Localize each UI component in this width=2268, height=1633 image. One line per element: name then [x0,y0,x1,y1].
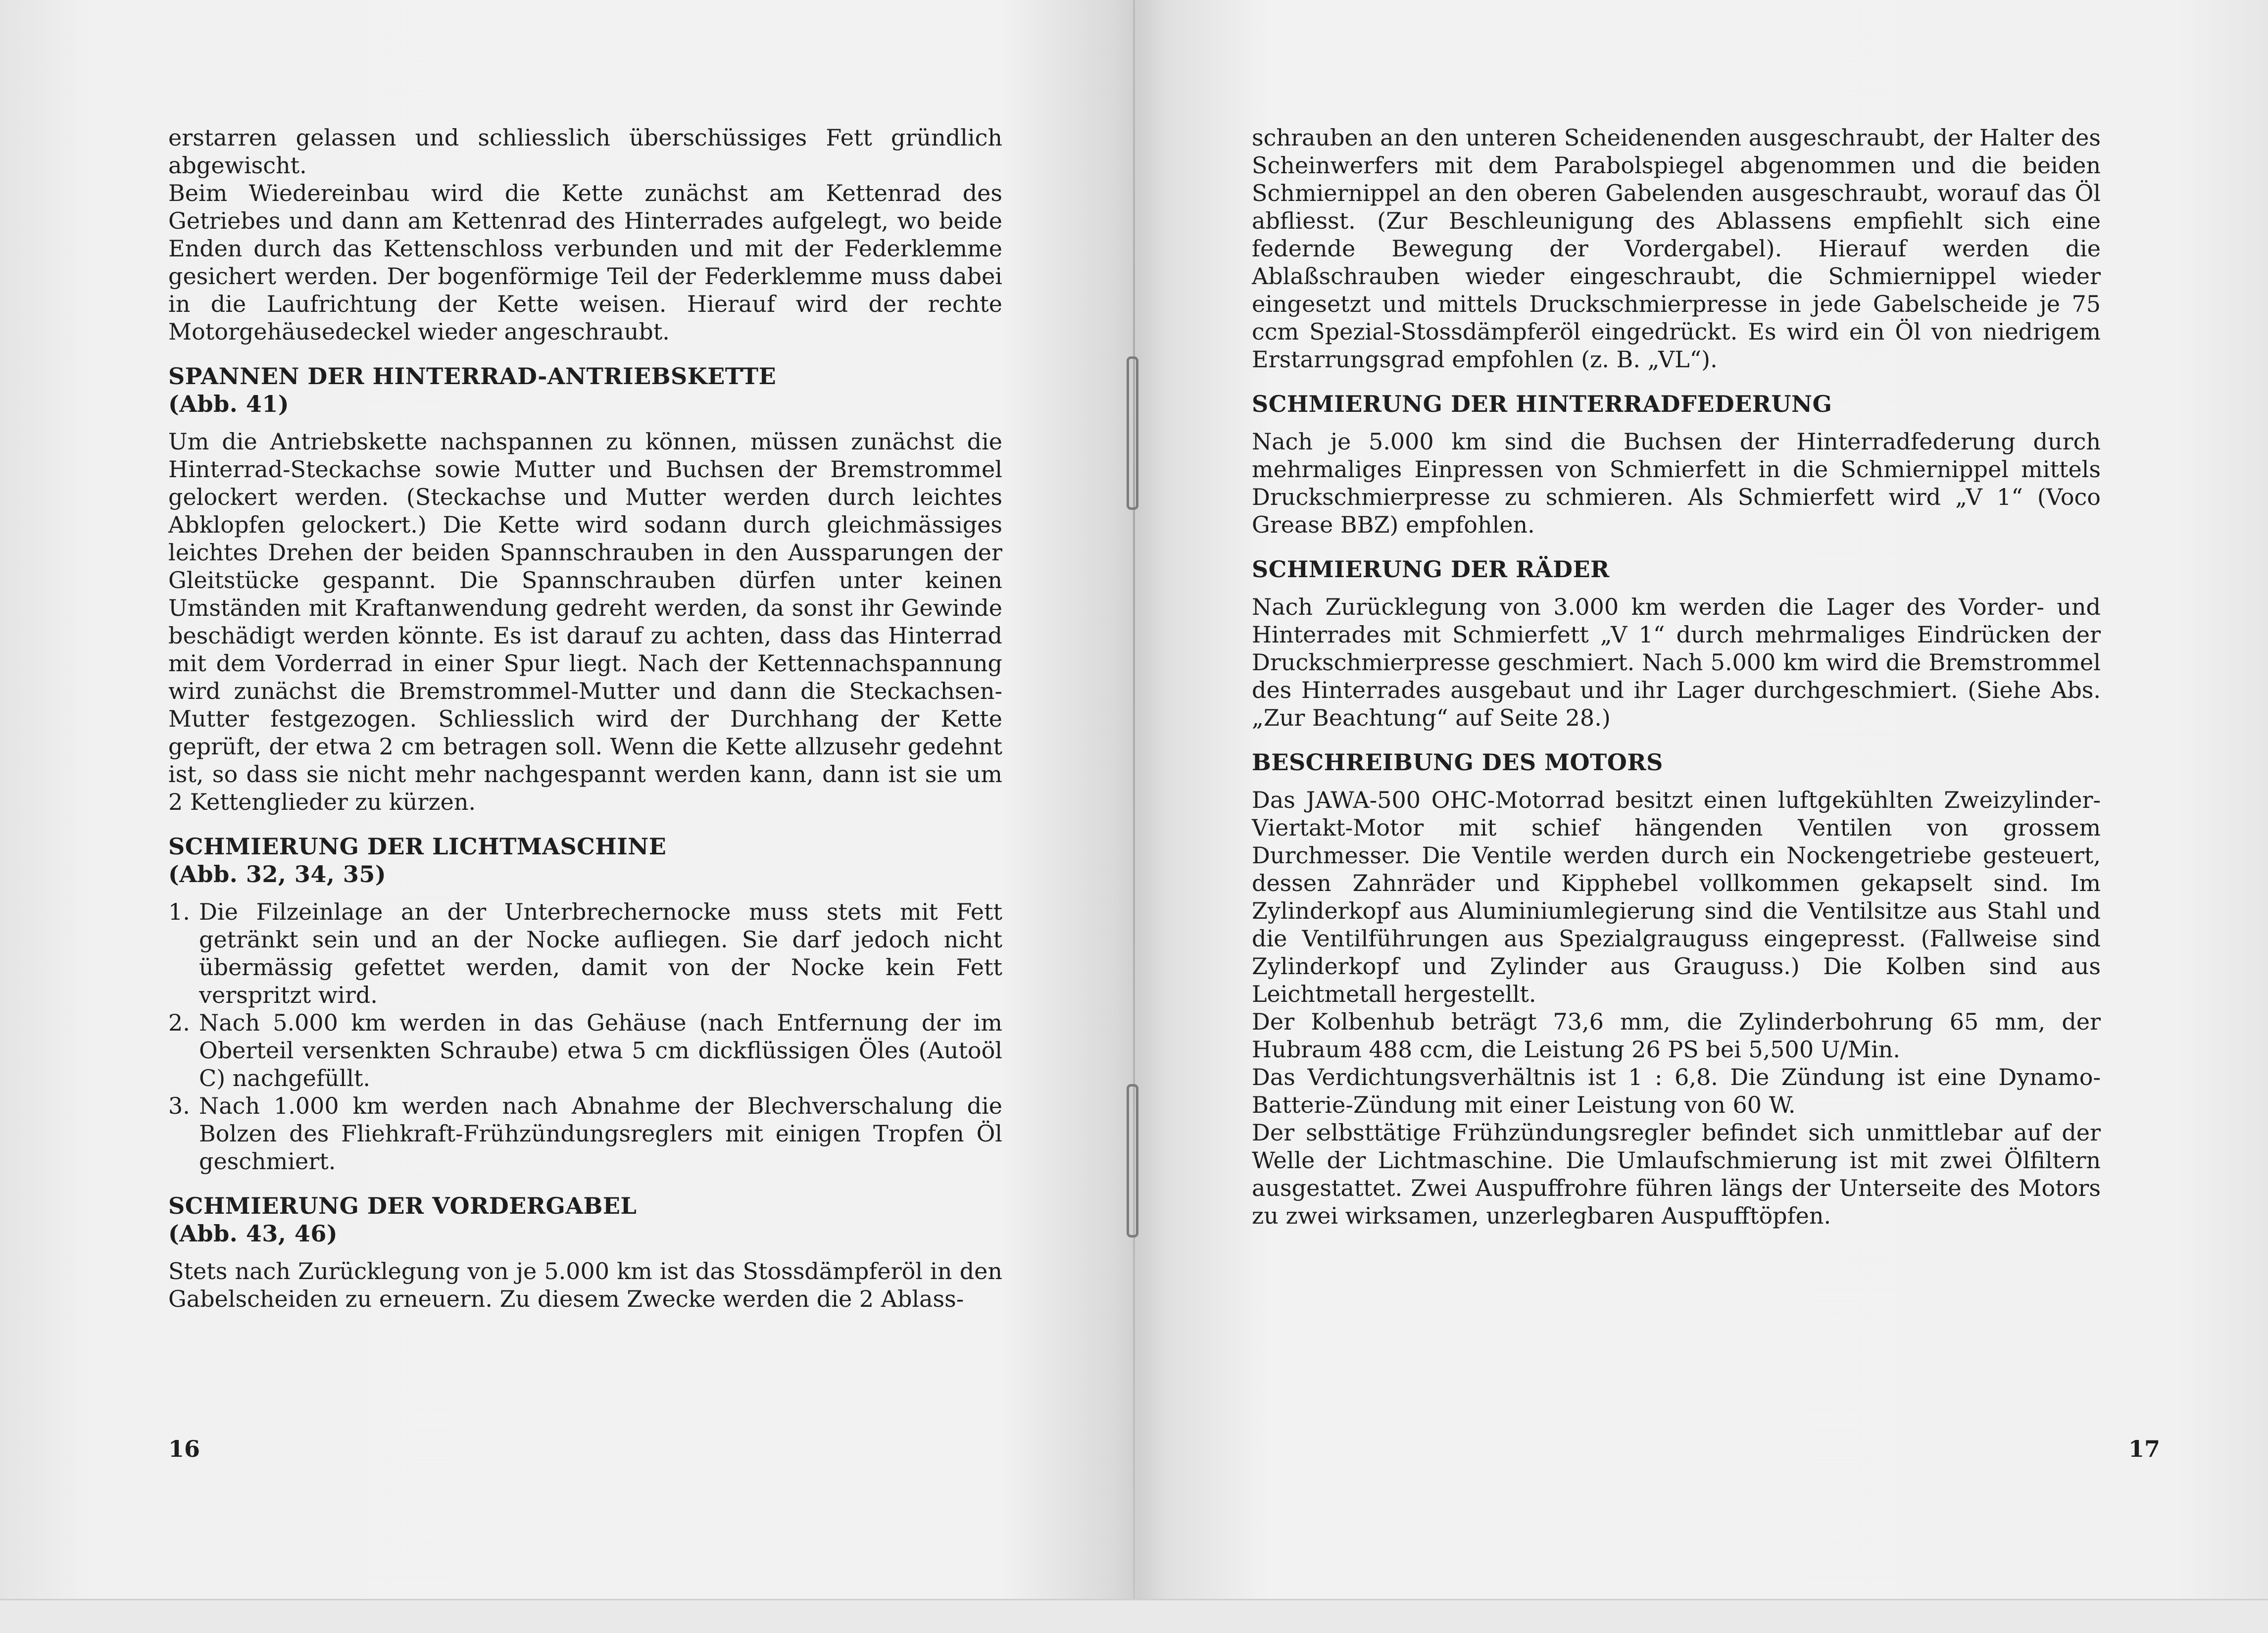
section-heading: BESCHREIBUNG DES MOTORS [1252,749,1663,776]
paragraph: Nach Zurücklegung von 3.000 km werden die Lager des Vorder- und Hinterrades mit Schmierfett „V 1“ durch mehrmaliges Eindrücken der Druckschmierpresse geschmiert. Nach 5.000 km wird die Bremstrommel des Hinterrades ausgebaut und ihr Lager durchgeschmiert. (Siehe Abs. „Zur Beachtung“ auf Seite 28.) [1252,594,2101,731]
page-number: 17 [2128,1435,2160,1462]
section-heading: SCHMIERUNG DER RÄDER [1252,556,1610,583]
list-number: 3. [168,1092,190,1119]
heading-text: SPANNEN DER HINTERRAD-ANTRIEBSKETTE [168,363,777,390]
list-item [168,1092,1002,1175]
paragraph: Stets nach Zurücklegung von je 5.000 km ist das Stossdämpferöl in den Gabelscheiden zu erneuern. Zu diesem Zwecke werden die 2 Ablass- [168,1258,1002,1312]
right-page [1135,0,2268,1599]
right-text-column [1252,124,2101,1238]
figure-reference: (Abb. 32, 34, 35) [168,861,387,888]
paragraph: Beim Wiedereinbau wird die Kette zunächst am Kettenrad des Getriebes und dann am Kettenrad des Hinterrades aufgelegt, wo beide Enden durch das Kettenschloss verbunden und mit der Federklemme gesichert werden. Der bogenförmige Teil der Federklemme muss dabei in die Laufrichtung der Kette weisen. Hierauf wird der rechte Motorgehäusedeckel wieder angeschraubt. [168,180,1002,345]
list-text: Nach 1.000 km werden nach Abnahme der Blechverschalung die Bolzen des Fliehkraft-Frühzündungsreglers mit einigen Tropfen Öl geschmiert. [199,1092,1002,1175]
section-heading [168,362,1002,418]
list-text: Die Filzeinlage an der Unterbrechernocke muss stets mit Fett getränkt sein und an der Nocke aufliegen. Sie darf jedoch nicht übermässig gefettet werden, damit von der Nocke kein Fett verspritzt wird. [199,898,1002,1008]
figure-reference: (Abb. 43, 46) [168,1220,338,1247]
left-text-column [168,124,1002,1322]
heading-text: SCHMIERUNG DER VORDERGABEL [168,1192,637,1219]
page-bottom-edge [0,1599,2268,1633]
paragraph: Der Kolbenhub beträgt 73,6 mm, die Zylinderbohrung 65 mm, der Hubraum 488 ccm, die Leistung 26 PS bei 5,500 U/Min. [1252,1008,2101,1063]
section-heading [168,833,1002,888]
paragraph: Das Verdichtungsverhältnis ist 1 : 6,8. Die Zündung ist eine Dynamo-Batterie-Zündung mit einer Leistung von 60 W. [1252,1064,2101,1118]
list-text: Nach 5.000 km werden in das Gehäuse (nach Entfernung der im Oberteil versenkten Schraube) etwa 5 cm dickflüssigen Öles (Autoöl C) nachgefüllt. [199,1009,1002,1091]
list-item [168,1009,1002,1092]
list-number: 2. [168,1009,190,1036]
section-heading: SCHMIERUNG DER HINTERRADFEDERUNG [1252,391,1832,417]
paragraph: Nach je 5.000 km sind die Buchsen der Hinterradfederung durch mehrmaliges Einpressen von Schmierfett in die Schmiernippel mittels Druckschmierpresse zu schmieren. Als Schmierfett wird „V 1“ (Voco Grease BBZ) empfohlen. [1252,428,2101,538]
left-page [0,0,1134,1599]
paragraph: Das JAWA-500 OHC-Motorrad besitzt einen luftgekühlten Zweizylinder-Viertakt-Motor mit schief hängenden Ventilen von grossem Durchmesser. Die Ventile werden durch ein Nockengetriebe gesteuert, dessen Zahnräder und Kipphebel vollkommen gekapselt sind. Im Zylinderkopf aus Aluminiumlegierung sind die Ventilsitze aus Stahl und die Ventilführungen aus Spezialgrauguss eingepresst. (Fallweise sind Zylinderkopf und Zylinder aus Grauguss.) Die Kolben sind aus Leichtmetall hergestellt. [1252,787,2101,1007]
numbered-list [168,898,1002,1175]
paragraph: schrauben an den unteren Scheidenenden ausgeschraubt, der Halter des Scheinwerfers mit dem Parabolspiegel abgenommen und die beiden Schmiernippel an den oberen Gabelenden ausgeschraubt, worauf das Öl abfliesst. (Zur Beschleunigung des Ablassens empfiehlt sich eine federnde Bewegung der Vordergabel). Hierauf werden die Ablaßschrauben wieder eingeschraubt, die Schmiernippel wieder eingesetzt und mittels Druckschmierpresse in jede Gabelscheide je 75 ccm Spezial-Stossdämpferöl eingedrückt. Es wird ein Öl von niedrigem Erstarrungsgrad empfohlen (z. B. „VL“). [1252,124,2101,373]
figure-reference: (Abb. 41) [168,391,290,417]
list-item [168,898,1002,1009]
paragraph: Um die Antriebskette nachspannen zu können, müssen zunächst die Hinterrad-Steckachse sowie Mutter und Buchsen der Bremstrommel gelockert werden. (Steckachse und Mutter werden durch leichtes Abklopfen gelockert.) Die Kette wird sodann durch gleichmässiges leichtes Drehen der beiden Spannschrauben in den Aussparungen der Gleitstücke gespannt. Die Spannschrauben dürfen unter keinen Umständen mit Kraftanwendung gedreht werden, da sonst ihr Gewinde beschädigt werden könnte. Es ist darauf zu achten, dass das Hinterrad mit dem Vorderrad in einer Spur liegt. Nach der Kettennachspannung wird zunächst die Bremstrommel-Mutter und dann die Steckachsen-Mutter festgezogen. Schliesslich wird der Durchhang der Kette geprüft, der etwa 2 cm betragen soll. Wenn die Kette allzusehr gedehnt ist, so dass sie nicht mehr nachgespannt werden kann, dann ist sie um 2 Kettenglieder zu kürzen. [168,428,1002,815]
section-heading [168,1192,1002,1247]
paragraph: erstarren gelassen und schliesslich überschüssiges Fett gründlich abgewischt. [168,124,1002,179]
paragraph: Der selbsttätige Frühzündungsregler befindet sich unmittlebar auf der Welle der Lichtmaschine. Die Umlaufschmierung ist mit zwei Ölfiltern ausgestattet. Zwei Auspuffrohre führen längs der Unterseite des Motors zu zwei wirksamen, unzerlegbaren Auspufftöpfen. [1252,1119,2101,1229]
page-number: 16 [168,1435,200,1462]
heading-text: SCHMIERUNG DER LICHTMASCHINE [168,833,667,860]
list-number: 1. [168,898,190,925]
